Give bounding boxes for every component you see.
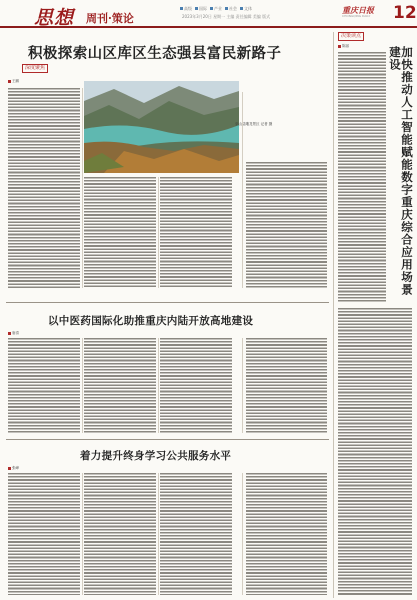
article-body	[246, 473, 327, 595]
section-title: 思想	[34, 7, 75, 29]
column-divider	[242, 338, 243, 433]
article-body	[160, 338, 232, 433]
masthead	[0, 0, 417, 28]
page-number: 12	[393, 3, 417, 23]
column-divider	[82, 338, 83, 433]
sidebar-body	[338, 52, 386, 302]
nav-item[interactable]: 社会	[225, 6, 237, 12]
sidebar-column	[333, 32, 413, 598]
column-divider	[158, 177, 159, 288]
article-body	[84, 473, 156, 595]
column-divider	[242, 92, 243, 288]
landscape-photo-svg	[84, 81, 239, 173]
column-divider	[158, 338, 159, 433]
article-body	[246, 338, 327, 433]
article-headline[interactable]: 积极探索山区库区生态强县富民新路子	[28, 45, 282, 62]
article-body	[160, 177, 232, 288]
sidebar-author: 陈丽	[338, 44, 349, 49]
nav-item[interactable]: 高级	[180, 6, 192, 12]
sidebar-headline[interactable]: 加快推动人工智能赋能数字重庆综合应用场景建设	[388, 46, 414, 296]
article-body	[8, 338, 80, 433]
section-rule	[6, 302, 329, 303]
article-body	[160, 473, 232, 595]
sidebar-kicker: 决策读点	[338, 32, 364, 41]
article-headline[interactable]: 以中医药国际化助推重庆内陆开放高地建设	[48, 315, 254, 327]
column-divider	[82, 473, 83, 595]
column-divider	[82, 88, 83, 288]
main-content	[6, 32, 329, 598]
photo-caption: 巫山县雕龙景区 记者 摄	[235, 122, 273, 126]
date-line: 2023年3月20日 星期一 主编 责任编辑 美编 版式	[182, 14, 271, 19]
nav-item[interactable]: 国际	[195, 6, 207, 12]
section-rule	[6, 439, 329, 440]
nav-item[interactable]: 文体	[240, 6, 252, 12]
newspaper-logo: 重庆日报	[342, 5, 374, 15]
landscape-photo	[84, 81, 239, 173]
section-subtitle: 周刊·策论	[86, 12, 134, 25]
article-body	[84, 338, 156, 433]
article-body	[246, 162, 327, 288]
article-author: 王鹏	[8, 79, 19, 84]
article-body	[8, 473, 80, 595]
nav-item[interactable]: 产业	[210, 6, 222, 12]
sidebar-body	[338, 308, 412, 595]
article-headline[interactable]: 着力提升终身学习公共服务水平	[80, 450, 232, 462]
article-body	[8, 88, 80, 288]
article-body	[84, 177, 156, 288]
article-kicker: 深度聚焦	[22, 64, 48, 73]
newspaper-logo-en: CHONGQING DAILY	[342, 14, 371, 18]
section-nav	[180, 6, 252, 12]
article-author: 张峰	[8, 466, 19, 471]
column-divider	[242, 473, 243, 595]
article-author: 唐清	[8, 331, 19, 336]
column-divider	[158, 473, 159, 595]
